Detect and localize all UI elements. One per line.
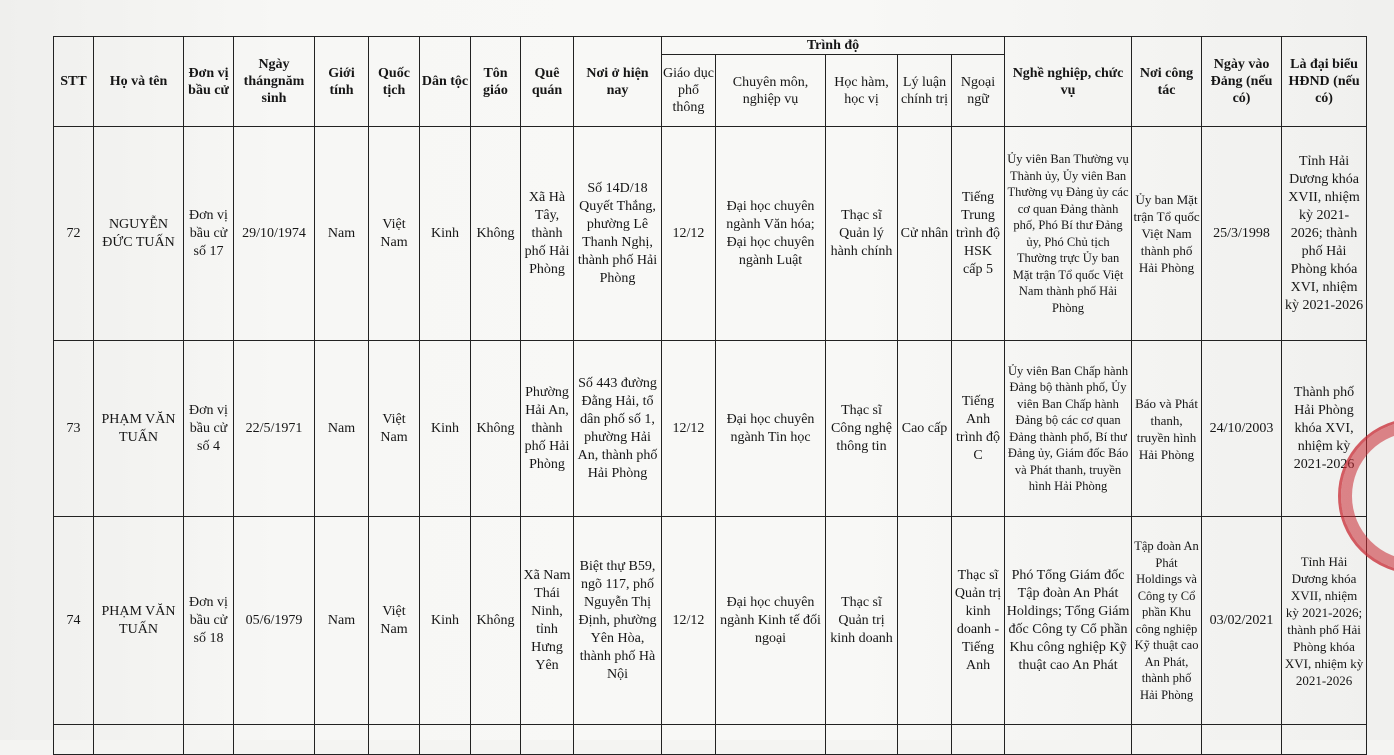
cell-ngay-vao-dang: 25/3/1998 [1202,127,1282,341]
header-noi-o: Nơi ở hiện nay [574,37,662,127]
cell-nghe-nghiep: Ủy viên Ban Chấp hành Đảng bộ thành phố, Ủy viên Ban Chấp hành Đảng bộ các cơ quan Đảng thành phố, Bí thư Đảng ủy, Giám đốc Báo và Phát thanh, truyền hình Hải Phòng [1005,341,1132,517]
cell-ly-luan: Cao cấp [898,341,952,517]
header-ngay-sinh: Ngày thángnăm sinh [234,37,315,127]
cell-dai-bieu: Tỉnh Hải Dương khóa XVII, nhiệm kỳ 2021-2026; thành phố Hải Phòng khóa XVI, nhiệm kỳ 2021-2026 [1282,127,1367,341]
cell-noi-o: Số 443 đường Đằng Hải, tổ dân phố số 1, phường Hải An, thành phố Hải Phòng [574,341,662,517]
cell-ton-giao: Không [471,517,521,725]
cell-dan-toc: Kinh [420,341,471,517]
cell-ly-luan: Cử nhân [898,127,952,341]
table-row [54,341,1367,517]
candidate-table [53,36,1367,755]
header-noi-cong-tac: Nơi công tác [1132,37,1202,127]
cell-ton-giao: Không [471,341,521,517]
header-ho-ten: Họ và tên [94,37,184,127]
header-dan-toc: Dân tộc [420,37,471,127]
cell-dai-bieu: Thành phố Hải Phòng khóa XVI, nhiệm kỳ 2021-2026 [1282,341,1367,517]
cell-ngay-vao-dang: 24/10/2003 [1202,341,1282,517]
cell-gioi-tinh: Nam [315,127,369,341]
cell-nghe-nghiep: Ủy viên Ban Thường vụ Thành ủy, Ủy viên Ban Thường vụ Đảng ủy các cơ quan Đảng thành phố, Phó Bí thư Đảng ủy, Phó Chủ tịch Thường trực Ủy ban Mặt trận Tổ quốc Việt Nam thành phố Hải Phòng [1005,127,1132,341]
header-don-vi: Đơn vị bầu cử [184,37,234,127]
cell-nghe-nghiep: Phó Tổng Giám đốc Tập đoàn An Phát Holdings; Tổng Giám đốc Công ty Cổ phần Khu công nghiệp Kỹ thuật cao An Phát [1005,517,1132,725]
cell-giao-duc: 12/12 [662,341,716,517]
cell-ngay-sinh: 29/10/1974 [234,127,315,341]
cell-dan-toc: Kinh [420,127,471,341]
cell-noi-cong-tac: Báo và Phát thanh, truyền hình Hải Phòng [1132,341,1202,517]
header-nghe-nghiep: Nghề nghiệp, chức vụ [1005,37,1132,127]
cell-quoc-tich: Việt Nam [369,341,420,517]
cell-giao-duc: 12/12 [662,127,716,341]
cell-chuyen-mon: Đại học chuyên ngành Tin học [716,341,826,517]
cell-ngay-vao-dang: 03/02/2021 [1202,517,1282,725]
cell-que-quan: Xã Hà Tây, thành phố Hải Phòng [521,127,574,341]
header-stt: STT [54,37,94,127]
cell-stt: 72 [54,127,94,341]
cell-don-vi: Đơn vị bầu cử số 4 [184,341,234,517]
cell-ngay-sinh: 05/6/1979 [234,517,315,725]
cell-ngoai-ngu: Thạc sĩ Quản trị kinh doanh - Tiếng Anh [952,517,1005,725]
header-hoc-ham: Học hàm, học vị [826,55,898,127]
header-ton-giao: Tôn giáo [471,37,521,127]
cell-don-vi: Đơn vị bầu cử số 17 [184,127,234,341]
cell-quoc-tich: Việt Nam [369,517,420,725]
header-ngoai-ngu: Ngoại ngữ [952,55,1005,127]
cell-noi-cong-tac: Ủy ban Mặt trận Tổ quốc Việt Nam thành phố Hải Phòng [1132,127,1202,341]
header-quoc-tich: Quốc tịch [369,37,420,127]
cell-gioi-tinh: Nam [315,341,369,517]
cell-noi-o: Số 14D/18 Quyết Thắng, phường Lê Thanh Nghị, thành phố Hải Phòng [574,127,662,341]
cell-noi-cong-tac: Tập đoàn An Phát Holdings và Công ty Cổ phần Khu công nghiệp Kỹ thuật cao An Phát, thành phố Hải Phòng [1132,517,1202,725]
cell-ly-luan [898,517,952,725]
cell-stt: 74 [54,517,94,725]
table-row [54,517,1367,725]
header-que-quan: Quê quán [521,37,574,127]
cell-ngoai-ngu: Tiếng Anh trình độ C [952,341,1005,517]
cell-hoc-ham: Thạc sĩ Quản trị kinh doanh [826,517,898,725]
cell-noi-o: Biệt thự B59, ngõ 117, phố Nguyễn Thị Định, phường Yên Hòa, thành phố Hà Nội [574,517,662,725]
cell-ho-ten: PHẠM VĂN TUẤN [94,341,184,517]
cell-stt: 73 [54,341,94,517]
cell-hoc-ham: Thạc sĩ Công nghệ thông tin [826,341,898,517]
cell-chuyen-mon: Đại học chuyên ngành Kinh tế đối ngoại [716,517,826,725]
header-ngay-vao-dang: Ngày vào Đảng (nếu có) [1202,37,1282,127]
cell-chuyen-mon: Đại học chuyên ngành Văn hóa; Đại học chuyên ngành Luật [716,127,826,341]
cell-dan-toc: Kinh [420,517,471,725]
cell-ho-ten: NGUYỄN ĐỨC TUẤN [94,127,184,341]
cell-hoc-ham: Thạc sĩ Quản lý hành chính [826,127,898,341]
cell-ngay-sinh: 22/5/1971 [234,341,315,517]
header-gioi-tinh: Giới tính [315,37,369,127]
header-ly-luan: Lý luận chính trị [898,55,952,127]
cell-don-vi: Đơn vị bầu cử số 18 [184,517,234,725]
cell-que-quan: Phường Hải An, thành phố Hải Phòng [521,341,574,517]
cell-ho-ten: PHẠM VĂN TUẤN [94,517,184,725]
cell-giao-duc: 12/12 [662,517,716,725]
header-dai-bieu: Là đại biểu HĐND (nếu có) [1282,37,1367,127]
cell-que-quan: Xã Nam Thái Ninh, tỉnh Hưng Yên [521,517,574,725]
cell-gioi-tinh: Nam [315,517,369,725]
header-chuyen-mon: Chuyên môn, nghiệp vụ [716,55,826,127]
header-giao-duc: Giáo dục phổ thông [662,55,716,127]
header-trinh-do: Trình độ [662,37,1005,55]
table-row [54,127,1367,341]
cell-dai-bieu: Tỉnh Hải Dương khóa XVII, nhiệm kỳ 2021-2026; thành phố Hải Phòng khóa XVI, nhiệm kỳ 2021-2026 [1282,517,1367,725]
cell-ngoai-ngu: Tiếng Trung trình độ HSK cấp 5 [952,127,1005,341]
cell-quoc-tich: Việt Nam [369,127,420,341]
cell-ton-giao: Không [471,127,521,341]
